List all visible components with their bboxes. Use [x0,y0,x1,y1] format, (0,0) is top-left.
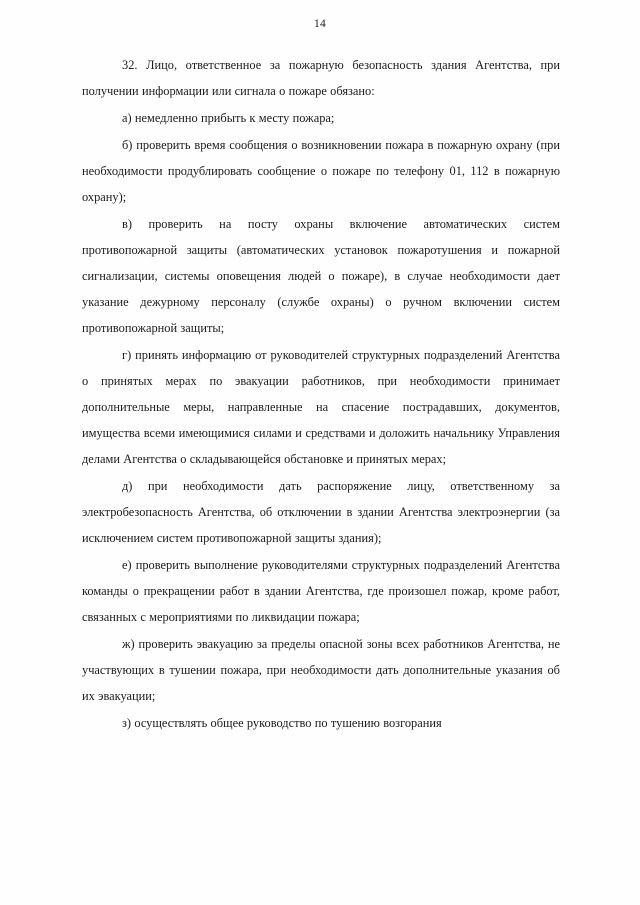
paragraph: а) немедленно прибыть к месту пожара; [122,111,335,125]
paragraph: г) принять информацию от руководителей структурных подразделений Агентства о принятых мерах по эвакуации работников, при необходимости принимает дополнительные меры, направленные на спасение пострадавших, документов, имущества всеми имеющимися силами и средствами и доложить начальнику Управления делами Агентства о складывающейся обстановке и принятых мерах; [82,348,560,466]
paragraph: з) осуществлять общее руководство по тушению возгорания [122,716,442,730]
paragraph: б) проверить время сообщения о возникновении пожара в пожарную охрану (при необходимости продублировать сообщение о пожаре по телефону 01, 112 в пожарную охрану); [82,138,560,204]
page-number: 14 [314,18,326,30]
paragraph: е) проверить выполнение руководителями структурных подразделений Агентства команды о прекращении работ в здании Агентства, где произошел пожар, кроме работ, связанных с мероприятиями по ликвидации пожара; [82,558,560,624]
paragraph: в) проверить на посту охраны включение автоматических систем противопожарной защиты (автоматических установок пожаротушения и пожарной сигнализации, системы оповещения людей о пожаре), в случае необходимости дает указание дежурному персоналу (службе охраны) о ручном включении систем противопожарной защиты; [82,217,560,335]
document-body [82,52,560,736]
paragraph: д) при необходимости дать распоряжение лицу, ответственному за электробезопасность Агентства, об отключении в здании Агентства электроэнергии (за исключением систем противопожарной защиты здания); [82,479,560,545]
paragraph: ж) проверить эвакуацию за пределы опасной зоны всех работников Агентства, не участвующих в тушении пожара, при необходимости дать дополнительные указания об их эвакуации; [82,637,560,703]
paragraph: 32. Лицо, ответственное за пожарную безопасность здания Агентства, при получении информации или сигнала о пожаре обязано: [82,58,560,98]
